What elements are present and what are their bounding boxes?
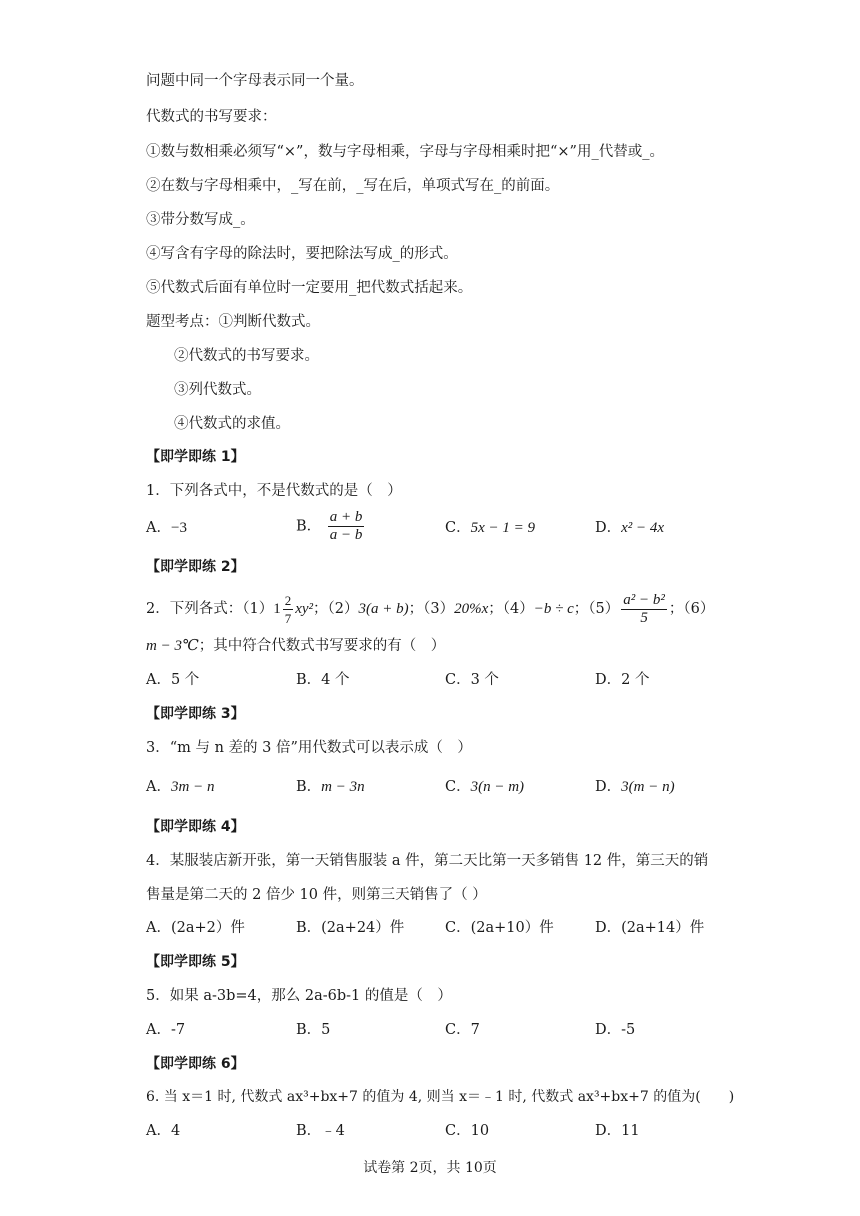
option-a[interactable]: A．3m − n xyxy=(146,779,215,795)
rule-item: ①数与数相乘必须写“×”，数与字母相乘，字母与字母相乘时把“×”用_代替或_。 xyxy=(146,144,664,160)
topic-heading: 题型考点：①判断代数式。 xyxy=(146,314,320,330)
question-text: 1．下列各式中，不是代数式的是（ ） xyxy=(146,483,402,499)
option-a[interactable]: A．5 个 xyxy=(146,672,200,688)
question-text: 2．下列各式：（1） 1 $\frac{2}{7}$ xy² ；（2） 3(a + b) ；（3） 20%x ；（4） −b ÷ c ；（5） $\frac{\text{a² − b²}}{5}$ ；（6） xyxy=(146,591,715,626)
option-c[interactable]: C．7 xyxy=(445,1022,480,1038)
exercise-header: 【即学即练 6】 xyxy=(146,1056,245,1072)
exercise-header: 【即学即练 3】 xyxy=(146,706,245,722)
section-title: 代数式的书写要求： xyxy=(146,109,277,125)
rule-item: ③带分数写成_。 xyxy=(146,212,255,228)
fraction: $\frac{\text{a² − b²}}{5}$ xyxy=(623,591,665,626)
option-c[interactable]: C．(2a+10）件 xyxy=(445,920,554,936)
option-b[interactable]: B．m − 3n xyxy=(296,779,365,795)
option-a[interactable]: A．(2a+2）件 xyxy=(146,920,245,936)
rule-item: ④写含有字母的除法时，要把除法写成_的形式。 xyxy=(146,246,458,262)
question-text: 3．“m 与 n 差的 3 倍”用代数式可以表示成（ ） xyxy=(146,740,472,756)
option-a[interactable]: A．−3 xyxy=(146,520,187,536)
page-footer: 试卷第 2页，共 10页 xyxy=(363,1160,497,1176)
option-a-expr: −3 xyxy=(170,520,187,536)
option-c[interactable]: C．3(n − m) xyxy=(445,779,525,795)
exercise-header: 【即学即练 2】 xyxy=(146,559,245,575)
option-a[interactable]: A．4 xyxy=(146,1123,181,1139)
option-d-expr: x² − 4x xyxy=(621,520,665,536)
rule-item: ⑤代数式后面有单位时一定要用_把代数式括起来。 xyxy=(146,280,473,296)
option-d[interactable]: D．2 个 xyxy=(595,672,650,688)
intro-line: 问题中同一个字母表示同一个量。 xyxy=(146,73,364,89)
rule-item: ②在数与字母相乘中，_写在前，_写在后，单项式写在_的前面。 xyxy=(146,178,560,194)
fraction: $\frac{2}{7}$ xyxy=(284,592,292,626)
option-c[interactable]: C．10 xyxy=(445,1123,490,1139)
option-b[interactable]: B．﹣4 xyxy=(296,1123,345,1139)
option-b[interactable]: B．4 个 xyxy=(296,672,350,688)
option-c[interactable]: C．5x − 1 = 9 xyxy=(445,520,536,536)
option-d[interactable]: D．x² − 4x xyxy=(595,520,665,536)
fraction: $\frac{a + b}{a - b}$ xyxy=(329,509,363,543)
option-c-expr: 5x − 1 = 9 xyxy=(470,520,536,536)
option-d[interactable]: D．3(m − n) xyxy=(595,779,675,795)
option-b[interactable]: B． $\frac{a + b}{a - b}$ xyxy=(296,509,363,543)
option-b[interactable]: B．(2a+24）件 xyxy=(296,920,405,936)
question-text: m − 3℃；其中符合代数式书写要求的有（ ） xyxy=(146,638,446,654)
exercise-header: 【即学即练 5】 xyxy=(146,954,245,970)
option-d[interactable]: D．-5 xyxy=(595,1022,636,1038)
option-d[interactable]: D．(2a+14）件 xyxy=(595,920,705,936)
option-a[interactable]: A．-7 xyxy=(146,1022,186,1038)
topic-item: ④代数式的求值。 xyxy=(174,416,290,432)
topic-item: ②代数式的书写要求。 xyxy=(174,348,319,364)
question-text: 4．某服装店新开张，第一天销售服装 a 件，第二天比第一天多销售 12 件，第三天的销 xyxy=(146,853,709,869)
option-d[interactable]: D．11 xyxy=(595,1123,640,1139)
topic-item: ③列代数式。 xyxy=(174,382,261,398)
option-c[interactable]: C．3 个 xyxy=(445,672,499,688)
question-text: 售量是第二天的 2 倍少 10 件，则第三天销售了（ ） xyxy=(146,887,487,903)
question-text: 6. 当 x＝1 时, 代数式 ax³+bx+7 的值为 4, 则当 x＝﹣1 时, 代数式 ax³+bx+7 的值为( ) xyxy=(146,1089,735,1105)
exercise-header: 【即学即练 1】 xyxy=(146,449,245,465)
option-b[interactable]: B．5 xyxy=(296,1022,331,1038)
question-text: 5．如果 a-3b=4，那么 2a-6b-1 的值是（ ） xyxy=(146,988,452,1004)
exercise-header: 【即学即练 4】 xyxy=(146,819,245,835)
